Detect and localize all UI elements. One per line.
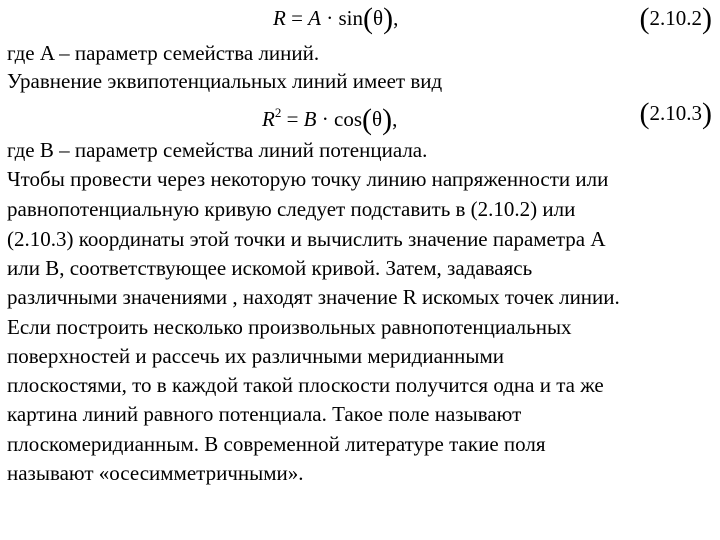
text-line-equipotential: Уравнение эквипотенциальных линий имеет вид (7, 69, 443, 93)
paragraph-line: плоскостями, то в каждой такой плоскости получится одна и та же (7, 373, 604, 397)
eq2-argument: θ (372, 107, 383, 131)
eq1-function: sin (338, 6, 364, 30)
eq1-comma: , (393, 6, 399, 30)
paragraph-line: (2.10.3) координаты этой точки и вычислить значение параметра A (7, 227, 606, 251)
eq1-argument: θ (373, 6, 384, 30)
equation-number-2-10-3: (2.10.3) (639, 97, 712, 130)
eq1-lhs: R (273, 6, 286, 30)
paragraph-line: называют «осесимметричными». (7, 461, 304, 485)
equation-2-10-3: $R^2 = B \cdot \cos(\theta)$, (262, 103, 398, 136)
equation-2-10-2: R = A · sin(θ), (273, 2, 399, 35)
paragraph-line: Чтобы провести через некоторую точку линию напряженности или (7, 167, 609, 191)
eq1-parameter: A (308, 6, 321, 30)
paragraph-line: плоскомеридианным. В современной литературе такие поля (7, 432, 546, 456)
eq1-equals: = (291, 6, 303, 30)
eq2-exponent: 2 (274, 105, 282, 120)
eq2-comma: , (392, 107, 398, 131)
eq2-lhs: R (262, 107, 275, 131)
eq2-number: 2.10.3 (649, 101, 702, 125)
eq2-dot: · (321, 107, 329, 131)
paragraph-line: равнопотенциальную кривую следует подставить в (2.10.2) или (7, 197, 576, 221)
paragraph-line: или B, соответствующее искомой кривой. Затем, задаваясь (7, 256, 533, 280)
eq1-dot: · (326, 6, 334, 30)
eq2-parameter: B (303, 107, 317, 131)
paragraph-line: картина линий равного потенциала. Такое поле называют (7, 402, 522, 426)
paragraph-line: различными значениями , находят значение R искомых точек линии. (7, 285, 620, 309)
eq1-number: 2.10.2 (649, 6, 702, 30)
eq2-function: cos (334, 107, 362, 131)
eq2-equals: = (286, 107, 299, 131)
text-line-parameter-a: где A – параметр семейства линий. (7, 41, 320, 65)
paragraph-line: Если построить несколько произвольных равнопотенциальных (7, 315, 572, 339)
paragraph-line: где B – параметр семейства линий потенциала. (7, 138, 428, 162)
paragraph-line: поверхностей и рассечь их различными меридианными (7, 344, 505, 368)
equation-number-2-10-2: (2.10.2) (639, 2, 712, 35)
